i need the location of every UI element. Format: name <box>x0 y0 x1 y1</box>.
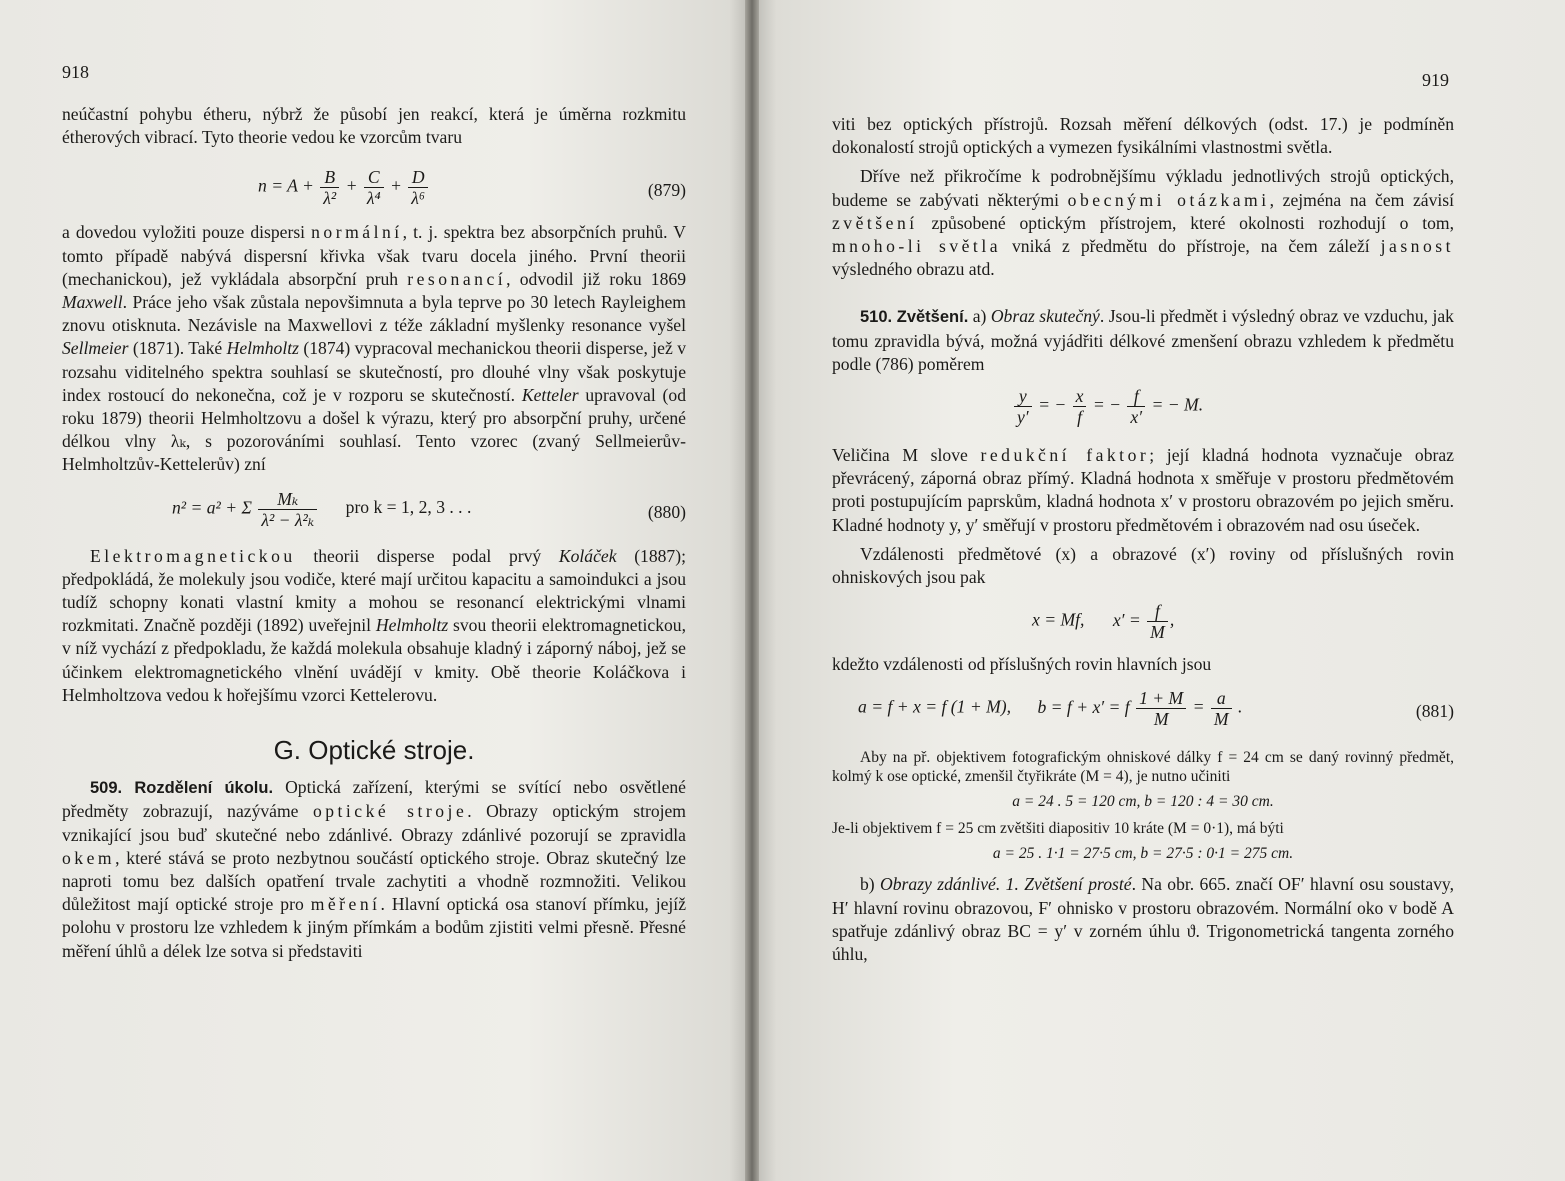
page-number: 919 <box>1422 70 1449 90</box>
paragraph: kdežto vzdálenosti od příslušných rovin hlavních jsou <box>832 654 1212 675</box>
book-gutter <box>745 0 759 1181</box>
fraction: $\frac{B}{\text{λ²}}$ <box>320 167 339 208</box>
fraction: $\frac{a}{M}$ <box>1211 688 1232 729</box>
right-page <box>752 0 1565 1181</box>
section-title: G. Optické stroje. <box>273 735 475 766</box>
fraction: $\frac{C}{\text{λ⁴}}$ <box>364 167 384 208</box>
paragraph: b) Obrazy zdánlivé. 1. Zvětšení prosté. Na obr. 665. značí OF′ hlavní osu soustavy, H′ hlavní rovinu obrazovou, F′ ohnisko v prostoru obrazovém. Normální oko v bodě A spatřuje zdánlivý obraz BC = y′ v zorném úhlu ϑ. Trigonometrická tangenta zorného úhlu, <box>832 874 1454 965</box>
example-equation: a = 24 . 5 = 120 cm, b = 120 : 4 = 30 cm. <box>1012 793 1274 811</box>
text-column <box>832 113 1454 966</box>
paragraph: Elektromagnetickou theorii disperse podal prvý Koláček (1887); předpokládá, že molekuly jsou vodiče, které mají určitou kapacitu a samoindukci a jsou tudíž schopny konati vlastní kmity a mohou se resonancí elektrickými vlnami rozkmitati. Značně později (1892) uveřejnil Helmholtz svou theorii elektromagnetickou, v níž vychází z předpokladu, že každá molekula obsahuje kladný i záporný náboj, jež se účinkem elektromagnetického vlnění uvádějí v kmity. Obě theorie Koláčkova i Helmholtzova vedou k hořejšímu vzorci Kettelerovu. <box>62 545 686 705</box>
fraction: $\frac{D}{\text{λ⁶}}$ <box>408 167 428 208</box>
paragraph: a dovedou vyložiti pouze dispersi normální, t. j. spektra bez absorpčních pruhů. V tomto případě nabývá dispersní křivka však tvaru docela jiného. První theorii (mechanickou), jež vykládala absorpční pruh resonancí, odvodil již roku 1869 Maxwell. Práce jeho však zůstala nepovšimnuta a byla teprve po 30 letech Rayleighem znovu otisknuta. Nezávisle na Maxwellovi z téže základní myšlenky resonance vyšel Sellmeier (1871). Také Helmholtz (1874) vypracoval mechanickou theorii disperse, jež v rozsahu viditelného spektra souhlasí se skutečností, pro dlouhé vlny však poskytuje index rostoucí do nekonečna, což je v rozporu se skutečností. Ketteler upravoval (od roku 1879) theorii Helmholtzovu a došel k výrazu, který pro absorpční pruhy, určené délkou vlny λₖ, s pozorováními souhlasí. Tento vzorec (zvaný Sellmeierův-Helmholtzův-Kettelerův) zní <box>62 222 686 475</box>
left-page <box>0 0 752 1181</box>
paragraph: Aby na př. objektivem fotografickým ohniskové dálky f = 24 cm se daný rovinný předmět, kolmý k ose optické, zmenšil čtyřikráte (M = 4), je nutno učiniti <box>832 749 1454 786</box>
fraction: $\frac{\text{Mₖ}}{\text{λ² − λ²ₖ}}$ <box>258 489 317 530</box>
page-number: 918 <box>62 62 89 82</box>
text-column <box>62 103 686 963</box>
equation-881: a = f + x = f (1 + M), b = f + x′ = f $\frac{1 + M}{M}$ = $\frac{a}{M}$ . (881) <box>858 688 1454 730</box>
fraction: $\frac{1 + M}{M}$ <box>1136 688 1186 729</box>
fraction: $\frac{y}{y'}$ <box>1014 386 1032 427</box>
paragraph: Vzdálenosti předmětové (x) a obrazové (x′) roviny od příslušných rovin ohniskových jsou pak <box>832 543 1454 588</box>
equation-number: (881) <box>1415 701 1454 722</box>
paragraph: 509. Rozdělení úkolu. Optická zařízení, kterými se svítící nebo osvětlené předměty zobrazují, nazýváme optické stroje. Obrazy optickým strojem vznikající jsou buď skutečné nebo zdánlivé. Obrazy zdánlivé pozorují se zpravidla okem, které stává se proto nezbytnou součástí optického stroje. Obraz skutečný lze naproti tomu bez dalších opatření trvale zachytiti a vhodně rozmnožiti. Velikou důležitost mají optické stroje pro měření. Hlavní optická osa stanoví přímku, jejíž polohu v prostoru lze vzhledem k jiným přímkám a bodům zjistiti velmi přesně. Přesné měření úhlů a délek lze sotva si představiti <box>62 777 686 961</box>
fraction: $\frac{x}{f}$ <box>1073 386 1087 427</box>
eq-lhs: n = A + <box>258 175 314 196</box>
example-equation: a = 25 . 1·1 = 27·5 cm, b = 27·5 : 0·1 = 275 cm. <box>992 845 1294 863</box>
paragraph: Veličina M slove redukční faktor; její kladná hodnota vyznačuje obraz převrácený, záporná obraz přímý. Kladná hodnota x směřuje v prostoru předmětovém proti postupujícím paprskům, kladná hodnota x′ v prostoru obrazovém po jejich směru. Kladné hodnoty y, y′ směřují v prostoru předmětovém i obrazovém nad osu úseček. <box>832 445 1454 535</box>
equation-x: x = Mf, x′ = $\frac{f}{M}$ , <box>1032 601 1175 643</box>
equation-number: (879) <box>647 180 686 201</box>
fraction: $\frac{f}{M}$ <box>1147 601 1168 642</box>
equation-reduction: $\frac{y}{y'}$ = − $\frac{x}{f}$ = − $\frac{f}{x'}$ = − M. <box>832 382 1454 438</box>
paragraph: Je-li objektivem f = 25 cm zvětšiti diapositiv 10 kráte (M = 0·1), má býti <box>832 820 1284 838</box>
equation-879: n = A + $\frac{B}{\text{λ²}}$ + $\frac{C}{\text{λ⁴}}$ + $\frac{D}{\text{λ⁶}}$ (879) <box>258 167 686 209</box>
fraction: $\frac{f}{x'}$ <box>1127 386 1145 427</box>
paragraph: 510. Zvětšení. a) Obraz skutečný. Jsou-li předmět i výsledný obraz ve vzduchu, jak tomu zpravidla bývá, možná vyjádřiti délkové zmenšení obrazu vzhledem k předmětu podle (786) poměrem <box>832 306 1454 374</box>
equation-number: (880) <box>647 501 686 522</box>
paragraph: viti bez optických přístrojů. Rozsah měření délkových (odst. 17.) je podmíněn dokonalostí strojů optických a vymezen fysikálními vlastnostmi světla. <box>832 114 1454 158</box>
paragraph: Dříve než přikročíme k podrobnějšímu výkladu jednotlivých strojů optických, budeme se zabývati některými obecnými otázkami, zejména na čem závisí zvětšení způsobené optickým přístrojem, které okolnosti rozhodují o tom, mnoho-li světla vniká z předmětu do přístroje, na čem záleží jasnost výsledného obrazu atd. <box>832 166 1454 280</box>
equation-880: n² = a² + Σ $\frac{\text{Mₖ}}{\text{λ² − λ²ₖ}}$ pro k = 1, 2, 3 . . . (880) <box>172 488 686 530</box>
paragraph: neúčastní pohybu étheru, nýbrž že působí jen reakcí, která je úměrna rozkmitu étherových vibrací. Tyto theorie vedou ke vzorcům tvaru <box>62 104 686 148</box>
